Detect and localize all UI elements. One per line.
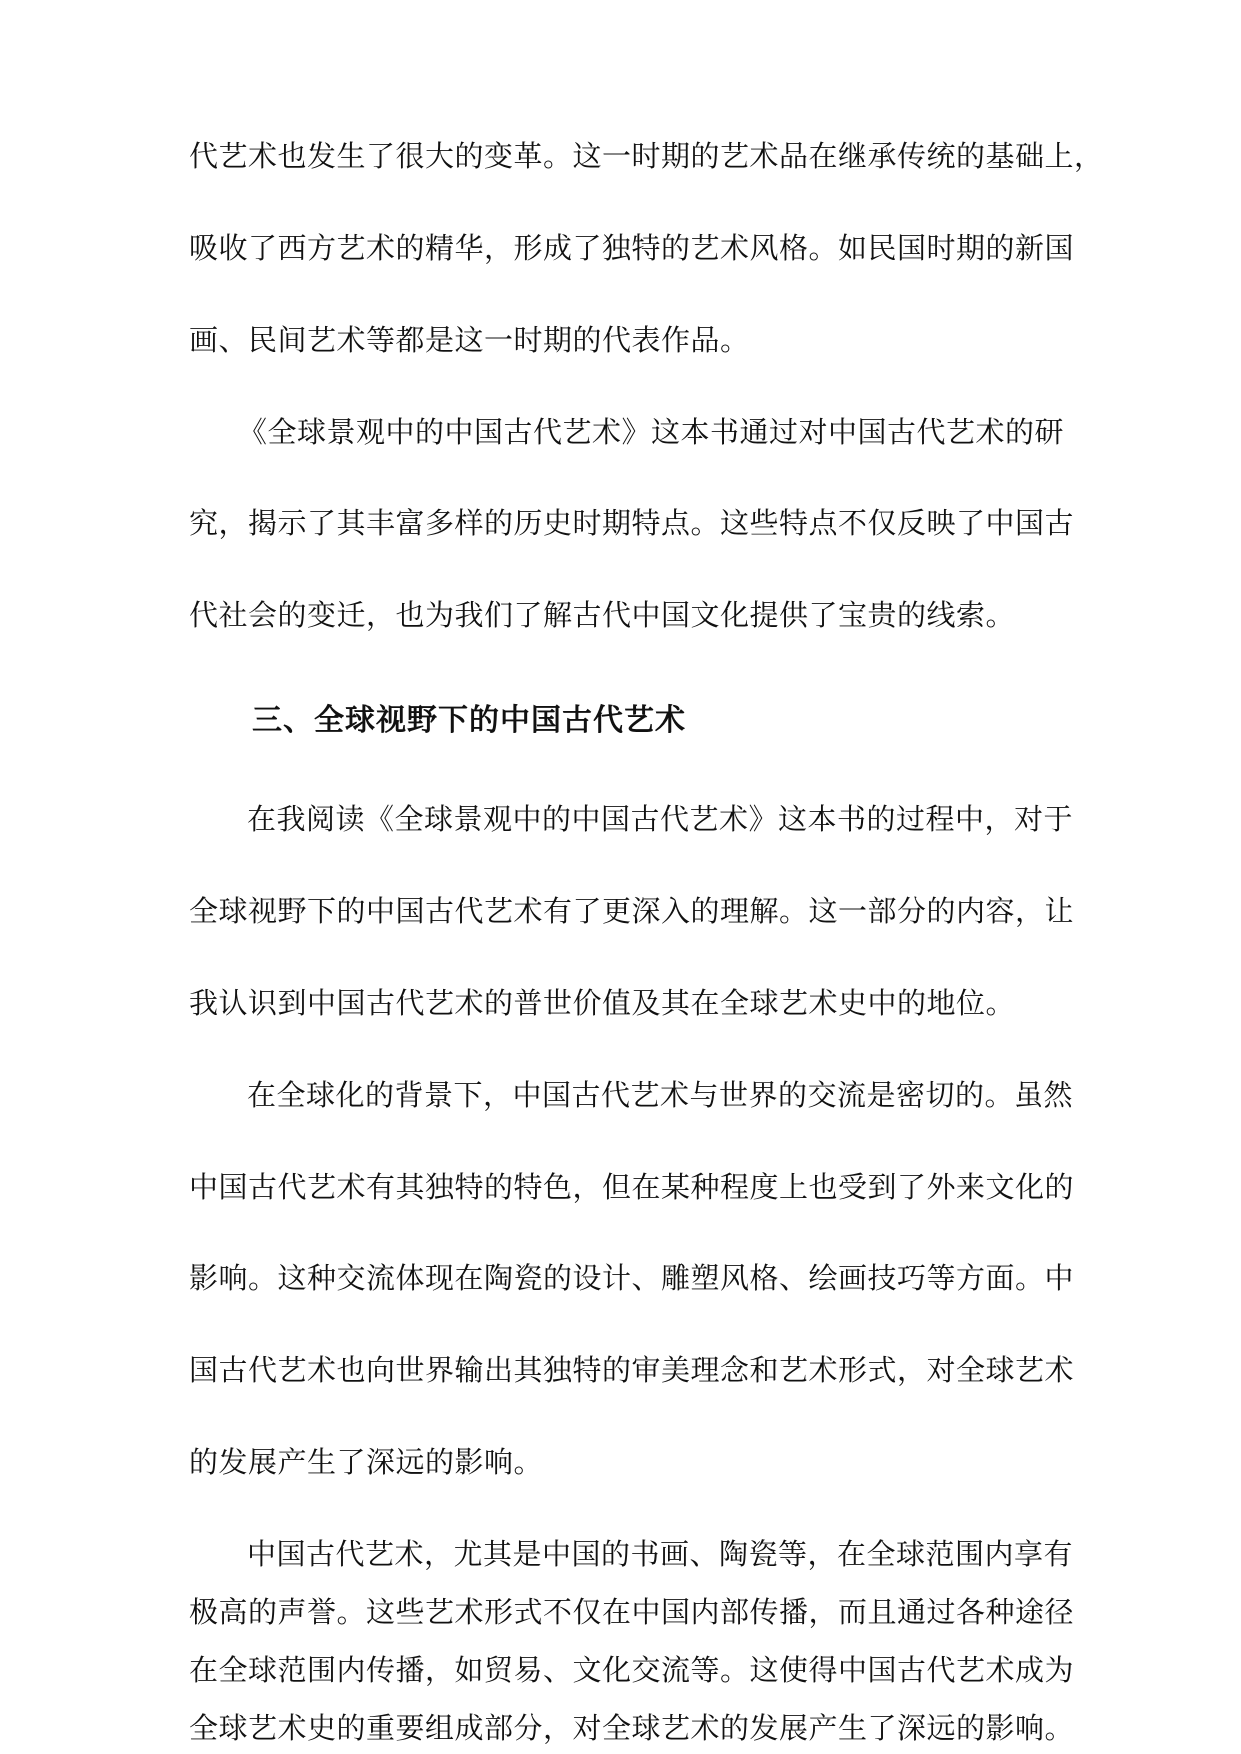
- paragraph-line: 在全球范围内传播，如贸易、文化交流等。这使得中国古代艺术成为: [189, 1653, 1075, 1687]
- paragraph-line: 我认识到中国古代艺术的普世价值及其在全球艺术史中的地位。: [189, 986, 1016, 1020]
- paragraph-line: 吸收了西方艺术的精华，形成了独特的艺术风格。如民国时期的新国: [189, 231, 1075, 265]
- section-heading: 三、全球视野下的中国古代艺术: [252, 703, 686, 738]
- paragraph-line: 中国古代艺术有其独特的特色，但在某种程度上也受到了外来文化的: [189, 1170, 1075, 1204]
- paragraph-line: 中国古代艺术，尤其是中国的书画、陶瓷等，在全球范围内享有: [247, 1537, 1074, 1571]
- paragraph-line: 在全球化的背景下，中国古代艺术与世界的交流是密切的。虽然: [247, 1078, 1074, 1112]
- paragraph-line: 《全球景观中的中国古代艺术》这本书通过对中国古代艺术的研: [238, 415, 1065, 449]
- paragraph-line: 全球视野下的中国古代艺术有了更深入的理解。这一部分的内容，让: [189, 894, 1075, 928]
- paragraph-line: 画、民间艺术等都是这一时期的代表作品。: [189, 323, 750, 357]
- paragraph-line: 究，揭示了其丰富多样的历史时期特点。这些特点不仅反映了中国古: [189, 506, 1075, 540]
- paragraph-line: 全球艺术史的重要组成部分，对全球艺术的发展产生了深远的影响。: [189, 1711, 1075, 1745]
- paragraph-line: 国古代艺术也向世界输出其独特的审美理念和艺术形式，对全球艺术: [189, 1353, 1075, 1387]
- paragraph-line: 代社会的变迁，也为我们了解古代中国文化提供了宝贵的线索。: [189, 598, 1016, 632]
- paragraph-line: 影响。这种交流体现在陶瓷的设计、雕塑风格、绘画技巧等方面。中: [189, 1261, 1075, 1295]
- paragraph-line: 的发展产生了深远的影响。: [189, 1445, 544, 1479]
- paragraph-line: 在我阅读《全球景观中的中国古代艺术》这本书的过程中，对于: [247, 802, 1074, 836]
- paragraph-line: 极高的声誉。这些艺术形式不仅在中国内部传播，而且通过各种途径: [189, 1595, 1075, 1629]
- paragraph-line: 代艺术也发生了很大的变革。这一时期的艺术品在继承传统的基础上，: [189, 139, 1104, 173]
